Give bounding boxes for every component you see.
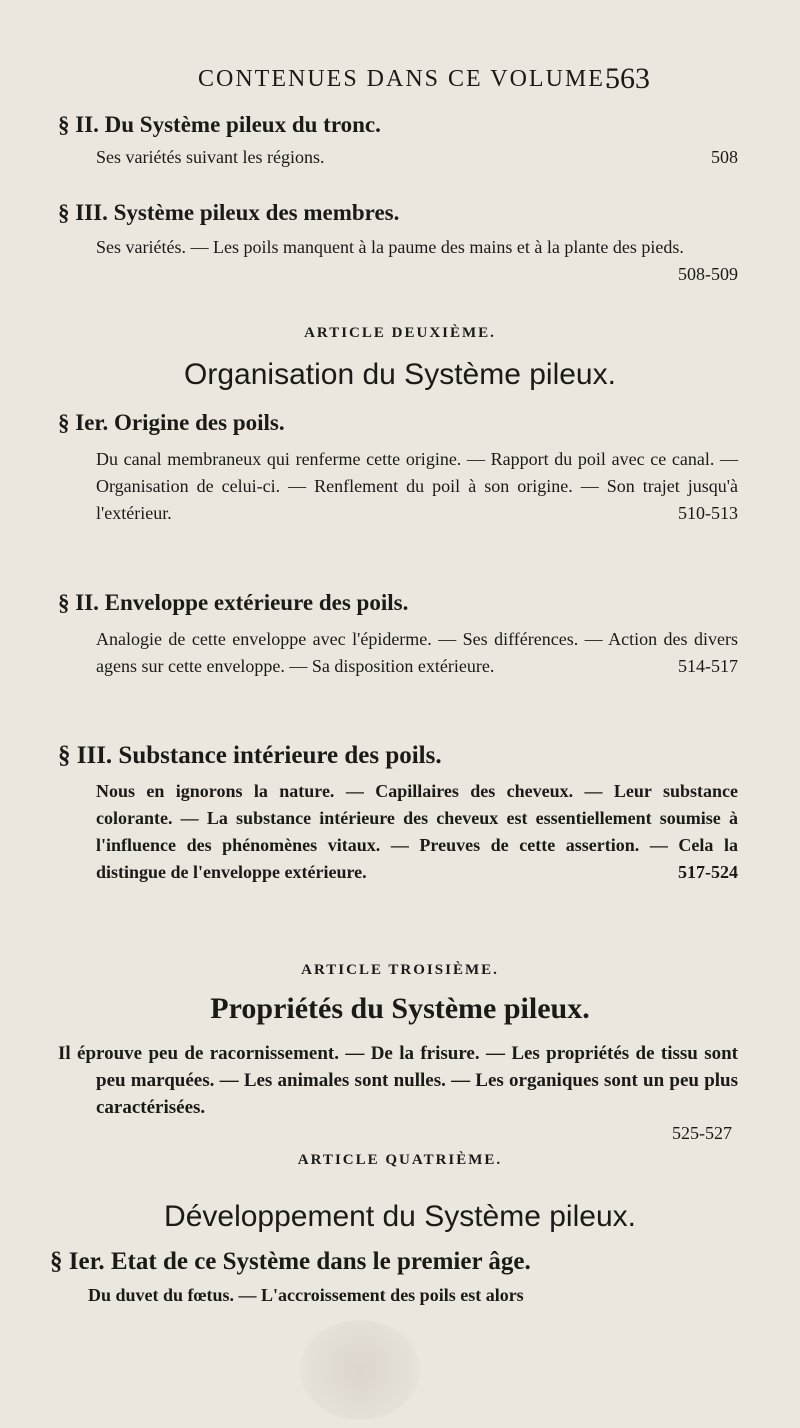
toc-heading: § II. Du Système pileux du tronc. — [58, 112, 381, 137]
toc-description-text: Il éprouve peu de racornissement. — De la frisure. — Les propriétés de tissu sont peu marquées. — Les animales sont nulles. — Les organiques sont un peu plus caractérisées. — [58, 1043, 738, 1118]
toc-entry — [58, 112, 738, 171]
toc-description — [88, 1282, 730, 1309]
toc-heading: § Ier. Etat de ce Système dans le premier âge. — [50, 1248, 531, 1275]
toc-heading: § II. Enveloppe extérieure des poils. — [58, 590, 409, 615]
toc-description — [96, 778, 738, 886]
toc-description — [96, 144, 738, 171]
running-title: CONTENUES DANS CE VOLUME. — [198, 66, 613, 92]
toc-description-text: Du duvet du fœtus. — L'accroissement des poils est alors — [88, 1285, 524, 1305]
article-label: ARTICLE DEUXIÈME. — [304, 325, 496, 341]
toc-heading: § III. Substance intérieure des poils. — [58, 742, 442, 769]
toc-entry — [58, 410, 738, 527]
toc-entry — [58, 200, 738, 288]
section-title: Organisation du Système pileux. — [184, 358, 616, 391]
page-number: 563 — [605, 62, 650, 95]
toc-page-ref: 508 — [711, 147, 738, 167]
toc-description-text: Du canal membraneux qui renferme cette origine. — Rapport du poil avec ce canal. — Organisation de celui-ci. — Renflement du poil à son origine. — Son trajet jusqu'à l'extérieur. — [96, 449, 738, 523]
toc-page-ref: 508-509 — [678, 264, 738, 284]
toc-description — [96, 234, 738, 284]
toc-page-ref: 525-527 — [672, 1123, 732, 1143]
toc-description — [96, 446, 738, 527]
page-header — [0, 62, 800, 102]
section-title: Propriétés du Système pileux. — [210, 992, 590, 1025]
toc-entry — [58, 742, 738, 886]
toc-description — [58, 1040, 738, 1121]
toc-description-text: Analogie de cette enveloppe avec l'épiderme. — Ses différences. — Action des divers agens sur cette enveloppe. — Sa disposition extérieure. — [96, 629, 738, 676]
toc-heading: § Ier. Origine des poils. — [58, 410, 285, 435]
toc-description-text: Ses variétés suivant les régions. — [96, 147, 325, 167]
toc-heading: § III. Système pileux des membres. — [58, 200, 400, 225]
toc-page-ref: 517-524 — [678, 862, 738, 882]
toc-entry — [58, 590, 738, 680]
section-title: Développement du Système pileux. — [164, 1200, 636, 1233]
toc-description — [96, 626, 738, 680]
article-label: ARTICLE TROISIÈME. — [301, 962, 499, 978]
toc-description-text: Ses variétés. — Les poils manquent à la paume des mains et à la plante des pieds. — [96, 237, 684, 257]
toc-page-ref: 514-517 — [678, 656, 738, 676]
toc-entry — [50, 1248, 730, 1309]
article-label: ARTICLE QUATRIÈME. — [297, 1152, 503, 1168]
paper-stain — [300, 1320, 420, 1420]
toc-description-text: Nous en ignorons la nature. — Capillaires des cheveux. — Leur substance colorante. — La substance intérieure des cheveux est essentiellement soumise à l'influence des phénomènes vitaux. — Preuves de cette assertion. — Cela la distingue de l'enveloppe extérieure. — [96, 781, 738, 882]
toc-page-ref: 510-513 — [678, 503, 738, 523]
toc-entry — [58, 1040, 738, 1144]
